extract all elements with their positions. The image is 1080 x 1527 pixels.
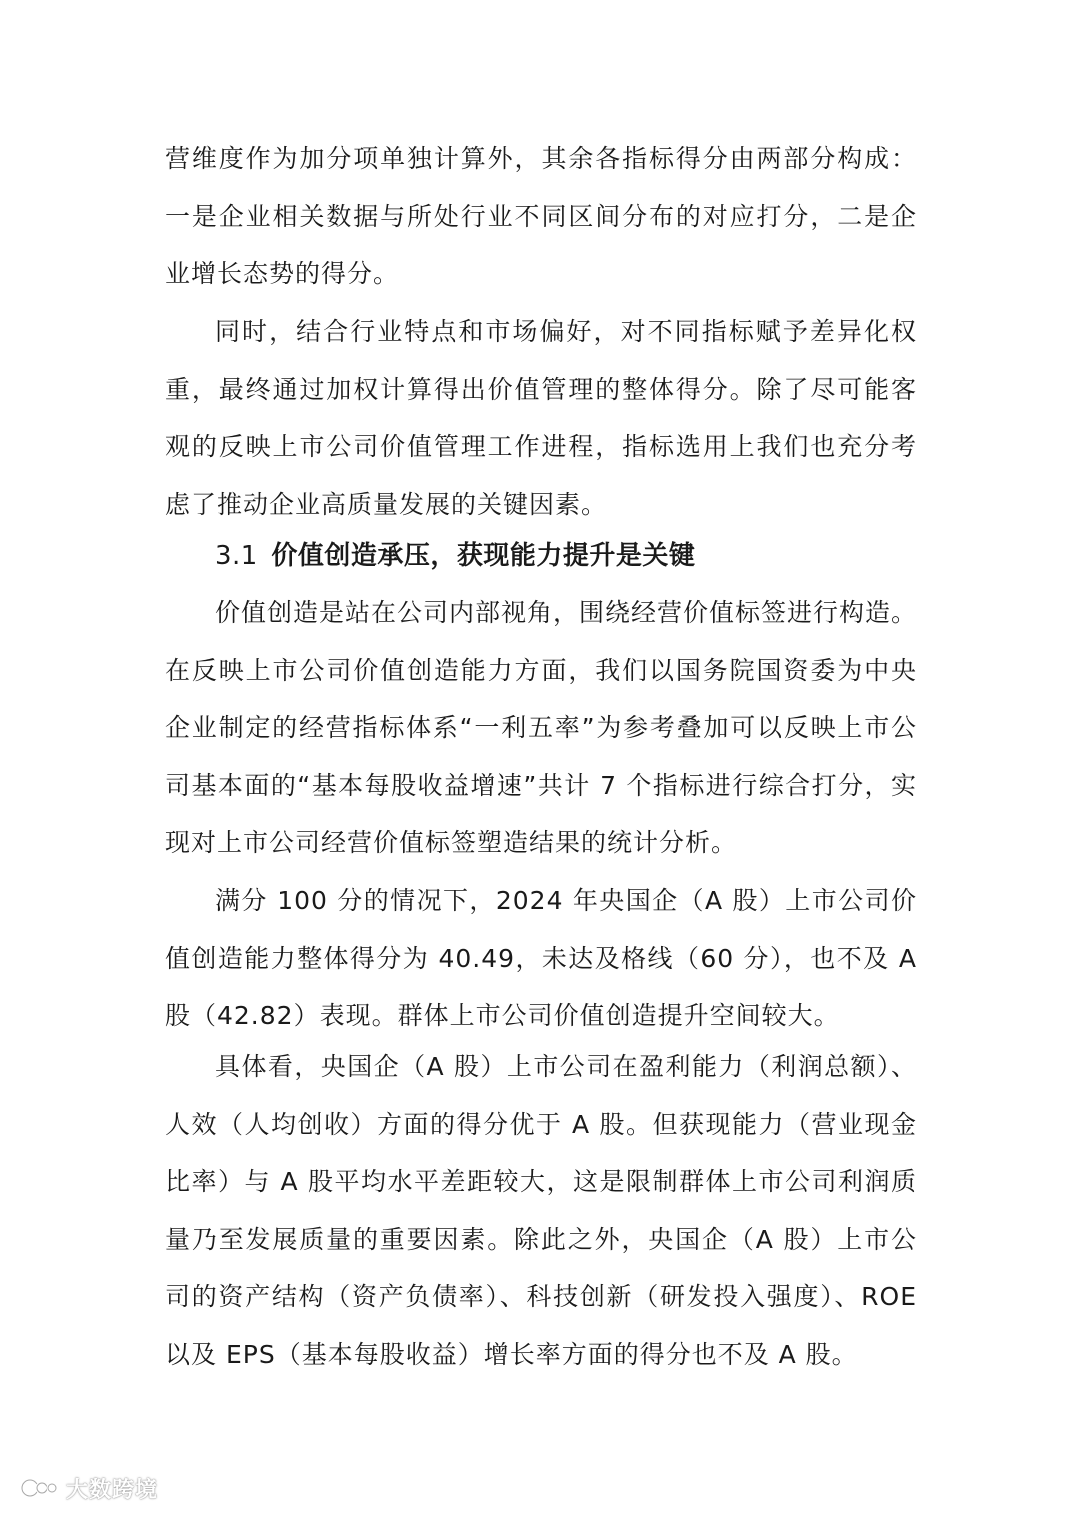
watermark: [20, 1473, 158, 1503]
paragraph-value-creation: 价值创造是站在公司内部视角，围绕经营价值标签进行构造。在反映上市公司价值创造能力方面，我们以国务院国资委为中央企业制定的经营指标体系“一利五率”为参考叠加可以反映上市公司基本面的“基本每股收益增速”共计 7 个指标进行综合打分，实现对上市公司经营价值标签塑造结果的统计分析。: [165, 598, 918, 857]
watermark-text: 大数跨境: [66, 1477, 159, 1503]
brand-logo-icon: [20, 1475, 60, 1501]
paragraph-details: 具体看，央国企（A 股）上市公司在盈利能力（利润总额）、人效（人均创收）方面的得分优于 A 股。但获现能力（营业现金比率）与 A 股平均水平差距较大，这是限制群体上市公司利润质量乃至发展质量的重要因素。除此之外，央国企（A 股）上市公司的资产结构（资产负债率）、科技创新（研发投入强度）、ROE 以及 EPS（基本每股收益）增长率方面的得分也不及 A 股。: [165, 1052, 917, 1369]
section-title: 价值创造承压，获现能力提升是关键: [271, 541, 696, 571]
paragraph-weighting: 同时，结合行业特点和市场偏好，对不同指标赋予差异化权重，最终通过加权计算得出价值管理的整体得分。除了尽可能客观的反映上市公司价值管理工作进程，指标选用上我们也充分考虑了推动企业高质量发展的关键因素。: [165, 317, 917, 519]
paragraph-scoring-components: 营维度作为加分项单独计算外，其余各指标得分由两部分构成：一是企业相关数据与所处行业不同区间分布的对应打分，二是企业增长态势的得分。: [165, 144, 917, 288]
section-number: 3.1: [215, 541, 258, 571]
section-heading: [215, 531, 695, 581]
paragraph-overall-score: 满分 100 分的情况下，2024 年央国企（A 股）上市公司价值创造能力整体得分为 40.49，未达及格线（60 分），也不及 A 股（42.82）表现。群体上市公司价值创造提升空间较大。: [165, 886, 917, 1030]
